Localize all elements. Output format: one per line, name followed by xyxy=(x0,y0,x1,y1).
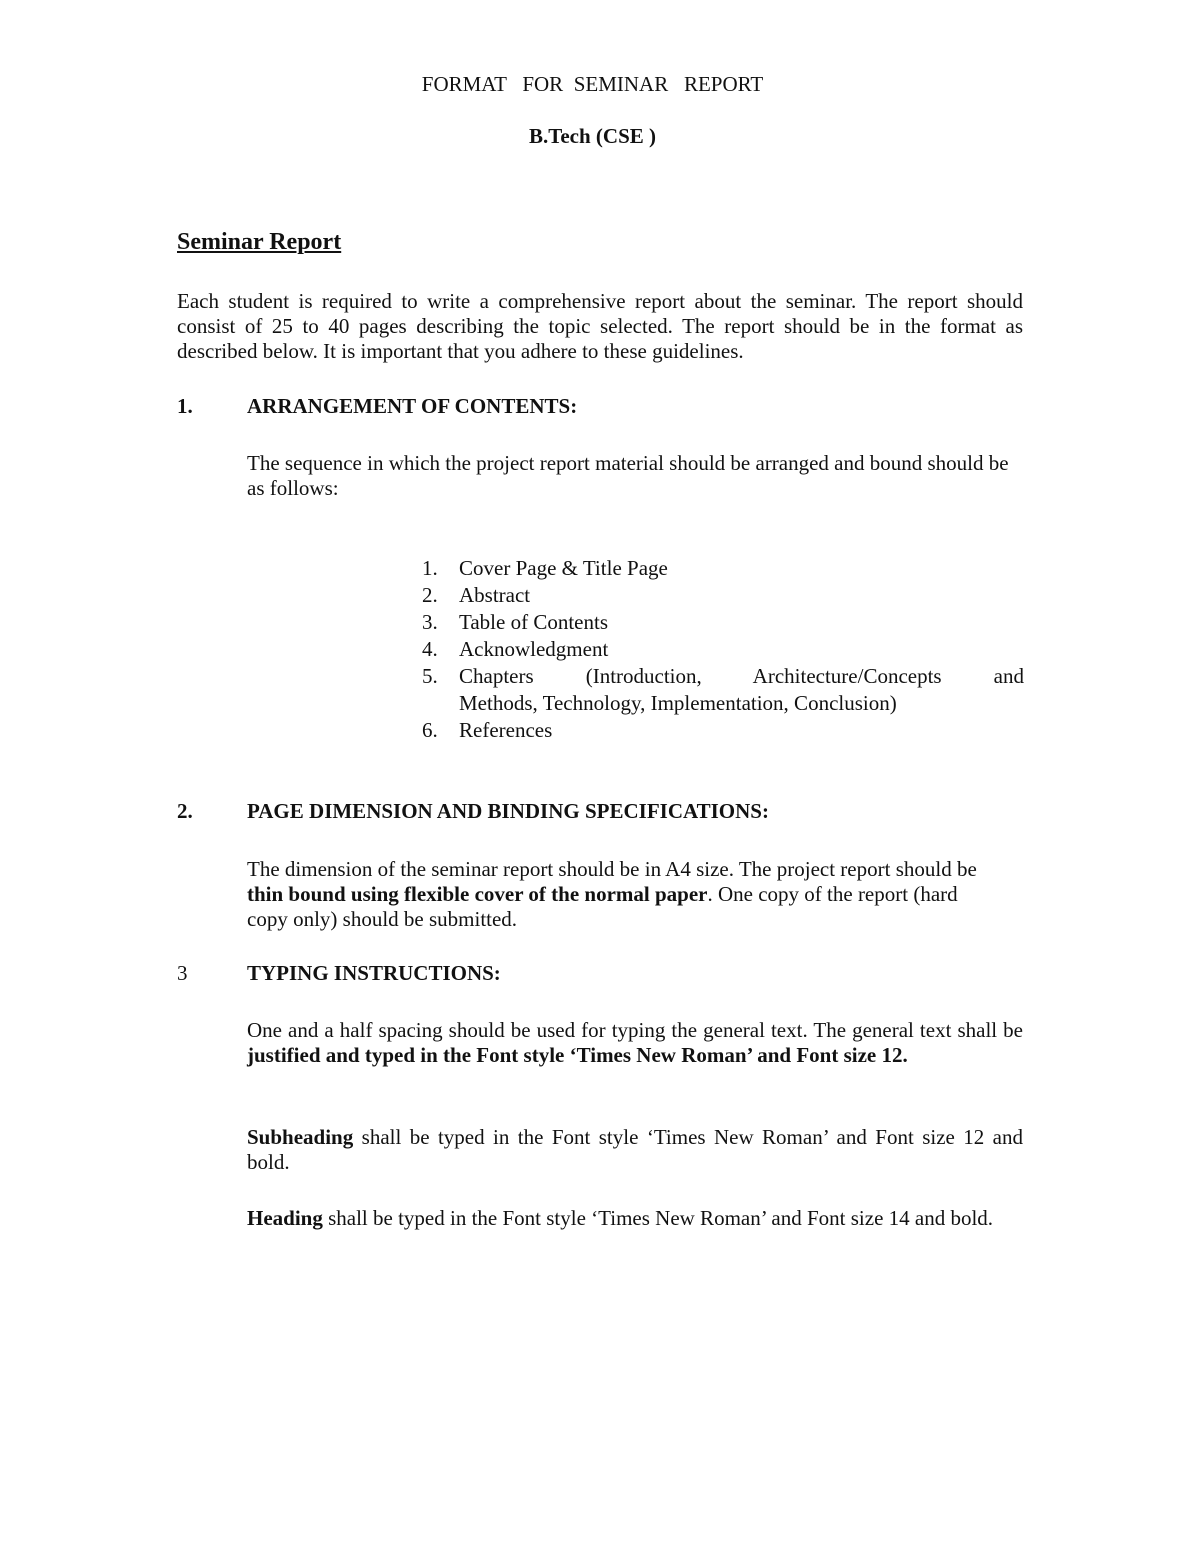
section-2-title: PAGE DIMENSION AND BINDING SPECIFICATIONS: xyxy=(247,799,769,823)
section-3-p3-bold: Heading xyxy=(247,1206,323,1230)
document-title: FORMAT FOR SEMINAR REPORT xyxy=(421,72,764,96)
section-3-p3 xyxy=(247,1206,1023,1231)
list-item-text: Acknowledgment xyxy=(459,637,609,661)
section-3-p2 xyxy=(247,1125,1023,1175)
section-1-text: The sequence in which the project report material should be arranged and bound should be as follows: xyxy=(247,451,1009,500)
section-1-title: ARRANGEMENT OF CONTENTS: xyxy=(247,394,578,418)
section-3-p1 xyxy=(247,1018,1023,1068)
section-2-paragraph xyxy=(247,857,997,932)
section-3-p1-bold: justified and typed in the Font style ‘Times New Roman’ and Font size 12. xyxy=(247,1043,908,1067)
section-1-number: 1. xyxy=(177,394,193,418)
list-item-number: 5. xyxy=(422,664,438,688)
section-3-paragraph-2 xyxy=(247,1125,1023,1175)
section-3-p3-after: shall be typed in the Font style ‘Times New Roman’ and Font size 14 and bold. xyxy=(322,1206,994,1230)
section-3-p2-bold: Subheading xyxy=(247,1125,354,1149)
section-heading: Seminar Report xyxy=(177,229,342,255)
section-2-text-after: . One copy of the report (hard copy only) should be submitted. xyxy=(247,882,958,931)
list-item xyxy=(422,609,1024,636)
contents-list xyxy=(422,555,1024,744)
section-3-paragraph-1 xyxy=(247,1018,1023,1068)
document-subtitle: B.Tech (CSE ) xyxy=(529,124,656,148)
section-3-title: TYPING INSTRUCTIONS: xyxy=(247,961,501,985)
section-2-number: 2. xyxy=(177,799,193,823)
list-item xyxy=(422,555,1024,582)
list-item xyxy=(422,582,1024,609)
list-item xyxy=(422,663,1024,717)
list-item xyxy=(422,636,1024,663)
intro-text: Each student is required to write a comprehensive report about the seminar. The report should consist of 25 to 40 pages describing the topic selected. The report should be in the format as described below. It is important that you adhere to these guidelines. xyxy=(177,289,1023,363)
section-3-p2-after: shall be typed in the Font style ‘Times New Roman’ and Font size 12 and bold. xyxy=(247,1125,1023,1174)
list-item-number: 3. xyxy=(422,610,438,634)
list-item xyxy=(422,717,1024,744)
list-item-number: 1. xyxy=(422,556,438,580)
section-1-paragraph xyxy=(247,451,1017,501)
section-3-number: 3 xyxy=(177,961,188,985)
list-item-number: 4. xyxy=(422,637,438,661)
list-item-text-line-1: Chapters (Introduction, Architecture/Concepts and xyxy=(459,664,1024,688)
list-item-number: 2. xyxy=(422,583,438,607)
section-2-text xyxy=(247,857,997,932)
section-2-text-bold: thin bound using flexible cover of the normal paper xyxy=(247,882,708,906)
list-item-number: 6. xyxy=(422,718,438,742)
list-item-text: Abstract xyxy=(459,583,531,607)
list-item-text: Cover Page & Title Page xyxy=(459,556,668,580)
list-item-text-line-2: Methods, Technology, Implementation, Conclusion) xyxy=(459,691,897,715)
list-item-text: Table of Contents xyxy=(459,610,608,634)
intro-paragraph xyxy=(177,289,1023,364)
section-2-text-before: The dimension of the seminar report should be in A4 size. The project report should be xyxy=(247,857,977,881)
section-3-paragraph-3 xyxy=(247,1206,1023,1231)
section-3-p1-before: One and a half spacing should be used for typing the general text. The general text shall be xyxy=(247,1018,1023,1042)
list-item-text: References xyxy=(459,718,553,742)
